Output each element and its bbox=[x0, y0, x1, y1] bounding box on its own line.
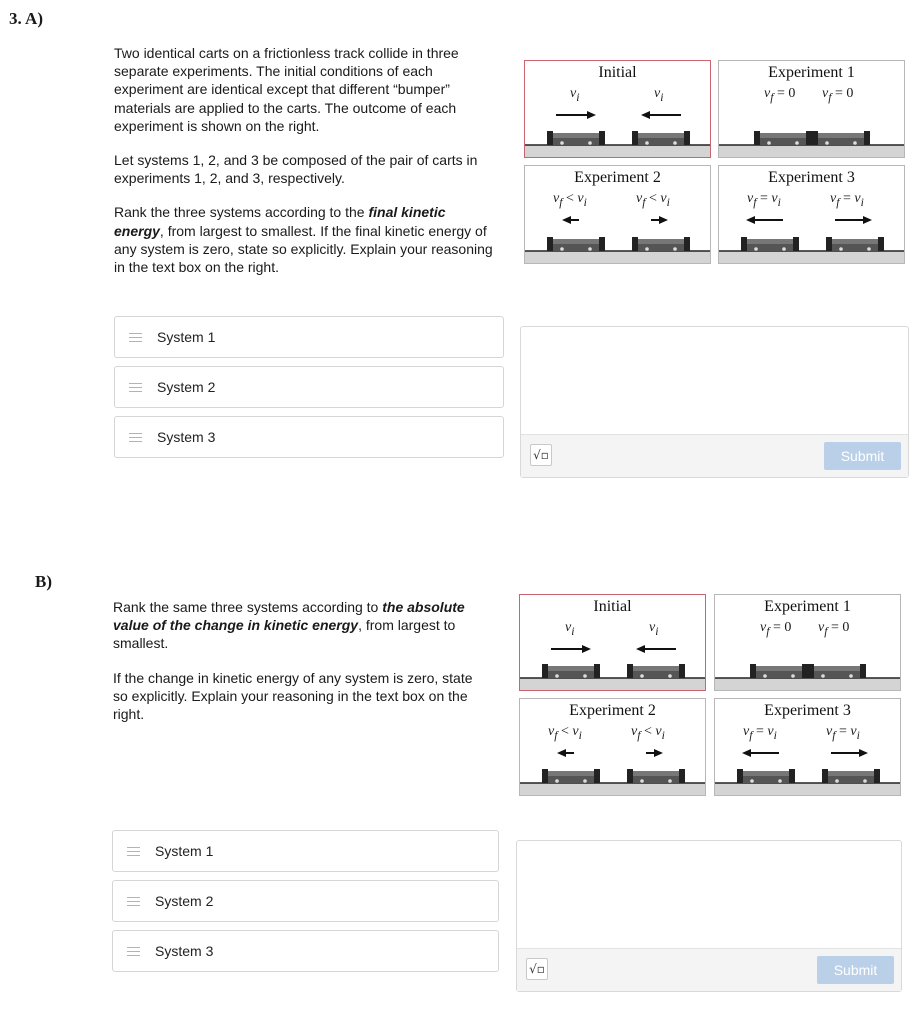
track bbox=[715, 678, 901, 691]
rank-item-label: System 2 bbox=[155, 893, 214, 909]
cart bbox=[754, 131, 812, 145]
cart bbox=[632, 131, 690, 145]
prompt-a-paragraph-2: Let systems 1, 2, and 3 be composed of the pair of carts in experiments 1, 2, and 3, respectively. bbox=[114, 152, 478, 187]
arrow-left-icon bbox=[742, 749, 779, 757]
panel-title: Initial bbox=[593, 598, 632, 615]
velocity-label-left: $v_f = v_i$ bbox=[747, 191, 781, 209]
prompt-a-paragraph-3: Rank the three systems according to the final kinetic energy, from largest to smallest. If the final kinetic energy of any system is zero, state so explicitly. Explain your reasoning in the text box on the right. bbox=[114, 204, 493, 276]
cart bbox=[632, 237, 690, 251]
question-label-b: B) bbox=[35, 572, 52, 591]
rank-item-system-1[interactable] bbox=[114, 316, 504, 358]
track bbox=[525, 251, 711, 264]
cart bbox=[812, 131, 870, 145]
cart bbox=[808, 664, 866, 678]
prompt-b bbox=[113, 598, 491, 739]
velocity-label-left: $v_f < v_i$ bbox=[553, 191, 587, 209]
track bbox=[525, 145, 711, 158]
track bbox=[719, 251, 905, 264]
panel-experiment-3 bbox=[718, 165, 905, 264]
rank-item-label: System 1 bbox=[155, 843, 214, 859]
arrow-left-icon bbox=[746, 216, 783, 224]
arrow-right-icon bbox=[835, 216, 872, 224]
arrow-right-icon bbox=[556, 111, 596, 119]
arrow-left-icon bbox=[562, 216, 579, 224]
cart-scene bbox=[715, 699, 901, 796]
cart bbox=[737, 769, 795, 783]
drag-handle-icon bbox=[127, 947, 140, 956]
arrow-right-icon bbox=[646, 749, 663, 757]
velocity-label-right: $v_f = v_i$ bbox=[826, 724, 860, 742]
cart bbox=[741, 237, 799, 251]
velocity-label-right: $v_f < v_i$ bbox=[631, 724, 665, 742]
rank-item-system-3[interactable] bbox=[114, 416, 504, 458]
rank-item-label: System 2 bbox=[157, 379, 216, 395]
cart bbox=[547, 237, 605, 251]
velocity-label-left: $v_f = 0$ bbox=[760, 620, 792, 638]
panel-experiment-1 bbox=[714, 594, 901, 691]
answer-toolbar-b bbox=[517, 948, 901, 991]
velocity-label-right: $v_f = v_i$ bbox=[830, 191, 864, 209]
panel-experiment-2 bbox=[519, 698, 706, 796]
question-label-a: 3. A) bbox=[9, 9, 43, 28]
prompt-b-paragraph-1: Rank the same three systems according to the absolute value of the change in kinetic energy, from largest to smallest. bbox=[113, 599, 465, 652]
drag-handle-icon bbox=[129, 433, 142, 442]
velocity-label-right: $v_f = 0$ bbox=[818, 620, 850, 638]
cart-scene bbox=[715, 595, 901, 691]
experiment-figure-a bbox=[524, 60, 911, 265]
cart bbox=[822, 769, 880, 783]
track bbox=[520, 783, 706, 796]
rank-item-system-2[interactable] bbox=[114, 366, 504, 408]
answer-box-b bbox=[516, 840, 902, 992]
track bbox=[719, 145, 905, 158]
square-root-icon[interactable]: √▫ bbox=[526, 958, 548, 980]
rank-item-label: System 3 bbox=[157, 429, 216, 445]
cart bbox=[826, 237, 884, 251]
answer-toolbar-a bbox=[521, 434, 908, 477]
prompt-b-paragraph-2: If the change in kinetic energy of any system is zero, state so explicitly. Explain your reasoning in the text box on the right. bbox=[113, 669, 473, 723]
cart-scene bbox=[719, 166, 905, 264]
cart bbox=[542, 664, 600, 678]
cart bbox=[547, 131, 605, 145]
arrow-right-icon bbox=[551, 645, 591, 653]
rank-item-label: System 3 bbox=[155, 943, 214, 959]
cart bbox=[627, 769, 685, 783]
cart-scene bbox=[525, 166, 711, 264]
rank-item-system-3[interactable] bbox=[112, 930, 499, 972]
panel-experiment-3 bbox=[714, 698, 901, 796]
panel-title: Initial bbox=[598, 64, 637, 81]
track bbox=[715, 783, 901, 796]
cart-scene bbox=[525, 61, 711, 158]
arrow-right-icon bbox=[651, 216, 668, 224]
velocity-label-left: $v_f < v_i$ bbox=[548, 724, 582, 742]
submit-button-a[interactable]: Submit bbox=[824, 442, 901, 470]
velocity-label-left: $v_f = 0$ bbox=[764, 86, 796, 104]
cart-scene bbox=[520, 699, 706, 796]
answer-textarea-a[interactable] bbox=[521, 327, 908, 435]
track bbox=[520, 678, 706, 691]
square-root-icon[interactable]: √▫ bbox=[530, 444, 552, 466]
cart bbox=[542, 769, 600, 783]
velocity-label-right: $v_f < v_i$ bbox=[636, 191, 670, 209]
answer-textarea-b[interactable] bbox=[517, 841, 901, 949]
answer-box-a bbox=[520, 326, 909, 478]
arrow-right-icon bbox=[831, 749, 868, 757]
panel-title: Experiment 1 bbox=[764, 598, 851, 615]
drag-handle-icon bbox=[127, 847, 140, 856]
panel-initial bbox=[524, 60, 711, 158]
velocity-label-right: $v_f = 0$ bbox=[822, 86, 854, 104]
cart bbox=[750, 664, 808, 678]
panel-title: Experiment 3 bbox=[764, 702, 851, 719]
drag-handle-icon bbox=[129, 333, 142, 342]
panel-title: Experiment 2 bbox=[574, 169, 661, 186]
panel-title: Experiment 2 bbox=[569, 702, 656, 719]
prompt-a bbox=[114, 44, 494, 292]
panel-initial bbox=[519, 594, 706, 691]
panel-experiment-2 bbox=[524, 165, 711, 264]
arrow-left-icon bbox=[641, 111, 681, 119]
panel-experiment-1 bbox=[718, 60, 905, 158]
arrow-left-icon bbox=[636, 645, 676, 653]
velocity-label-right: $v_i$ bbox=[654, 86, 664, 104]
drag-handle-icon bbox=[127, 897, 140, 906]
rank-item-system-1[interactable] bbox=[112, 830, 499, 872]
velocity-label-left: $v_f = v_i$ bbox=[743, 724, 777, 742]
panel-title: Experiment 1 bbox=[768, 64, 855, 81]
submit-button-b[interactable]: Submit bbox=[817, 956, 894, 984]
experiment-figure-b bbox=[519, 594, 906, 797]
rank-item-label: System 1 bbox=[157, 329, 216, 345]
arrow-left-icon bbox=[557, 749, 574, 757]
prompt-a-paragraph-1: Two identical carts on a frictionless track collide in three separate experiments. The initial conditions of each experiment are identical except that different “bumper” materials are applied to the carts. The outcome of each experiment is shown on the right. bbox=[114, 45, 459, 134]
rank-item-system-2[interactable] bbox=[112, 880, 499, 922]
velocity-label-left: $v_i$ bbox=[565, 620, 575, 638]
cart bbox=[627, 664, 685, 678]
cart-scene bbox=[520, 595, 706, 691]
cart-scene bbox=[719, 61, 905, 158]
panel-title: Experiment 3 bbox=[768, 169, 855, 186]
velocity-label-left: $v_i$ bbox=[570, 86, 580, 104]
velocity-label-right: $v_i$ bbox=[649, 620, 659, 638]
drag-handle-icon bbox=[129, 383, 142, 392]
